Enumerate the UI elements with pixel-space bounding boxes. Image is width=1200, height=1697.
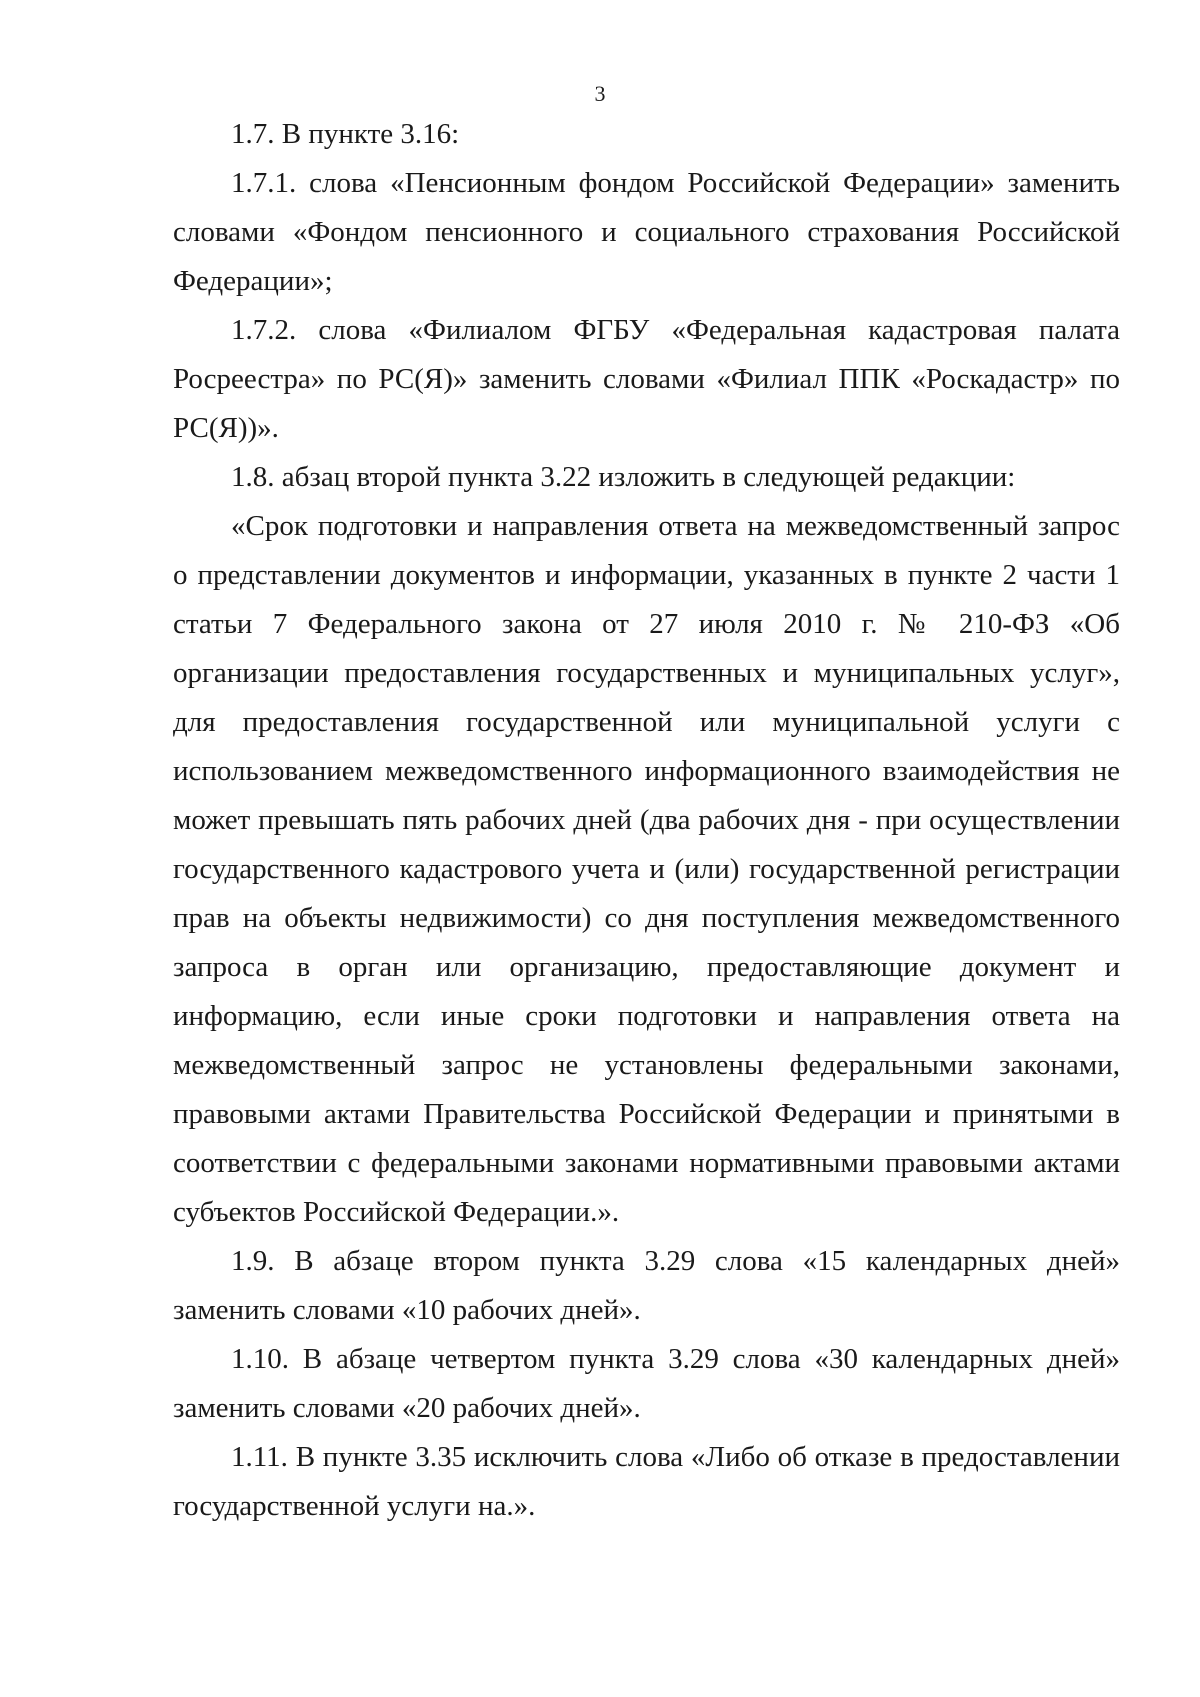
paragraph-1-7-1: 1.7.1. слова «Пенсионным фондом Российской Федерации» заменить словами «Фондом пенсионного и социального страхования Российской Федерации»;: [173, 167, 1120, 297]
page-number: 3: [594, 81, 606, 106]
paragraph-quoted-amendment: «Срок подготовки и направления ответа на межведомственный запрос о представлении документов и информации, указанных в пункте 2 части 1 статьи 7 Федерального закона от 27 июля 2010 г. № 210-ФЗ «Об организации предоставления государственных и муниципальных услуг», для предоставления государственной или муниципальной услуги с использованием межведомственного информационного взаимодействия не может превышать пять рабочих дней (два рабочих дня - при осуществлении государственного кадастрового учета и (или) государственной регистрации прав на объекты недвижимости) со дня поступления межведомственного запроса в орган или организацию, предоставляющие документ и информацию, если иные сроки подготовки и направления ответа на межведомственный запрос не установлены федеральными законами, правовыми актами Правительства Российской Федерации и принятыми в соответствии с федеральными законами нормативными правовыми актами субъектов Российской Федерации.».: [173, 510, 1120, 1228]
paragraph-1-7-2: 1.7.2. слова «Филиалом ФГБУ «Федеральная кадастровая палата Росреестра» по РС(Я)» заменить словами «Филиал ППК «Роскадастр» по РС(Я))».: [173, 314, 1120, 444]
paragraph-1-11: 1.11. В пункте 3.35 исключить слова «Либо об отказе в предоставлении государственной услуги на.».: [173, 1441, 1120, 1522]
paragraph-1-7: 1.7. В пункте 3.16:: [231, 118, 460, 150]
paragraph-1-9: 1.9. В абзаце втором пункта 3.29 слова «15 календарных дней» заменить словами «10 рабочих дней».: [173, 1245, 1120, 1326]
document-body: [173, 110, 1120, 1531]
paragraph-1-10: 1.10. В абзаце четвертом пункта 3.29 слова «30 календарных дней» заменить словами «20 рабочих дней».: [173, 1343, 1120, 1424]
paragraph-1-8: 1.8. абзац второй пункта 3.22 изложить в следующей редакции:: [231, 461, 1016, 493]
